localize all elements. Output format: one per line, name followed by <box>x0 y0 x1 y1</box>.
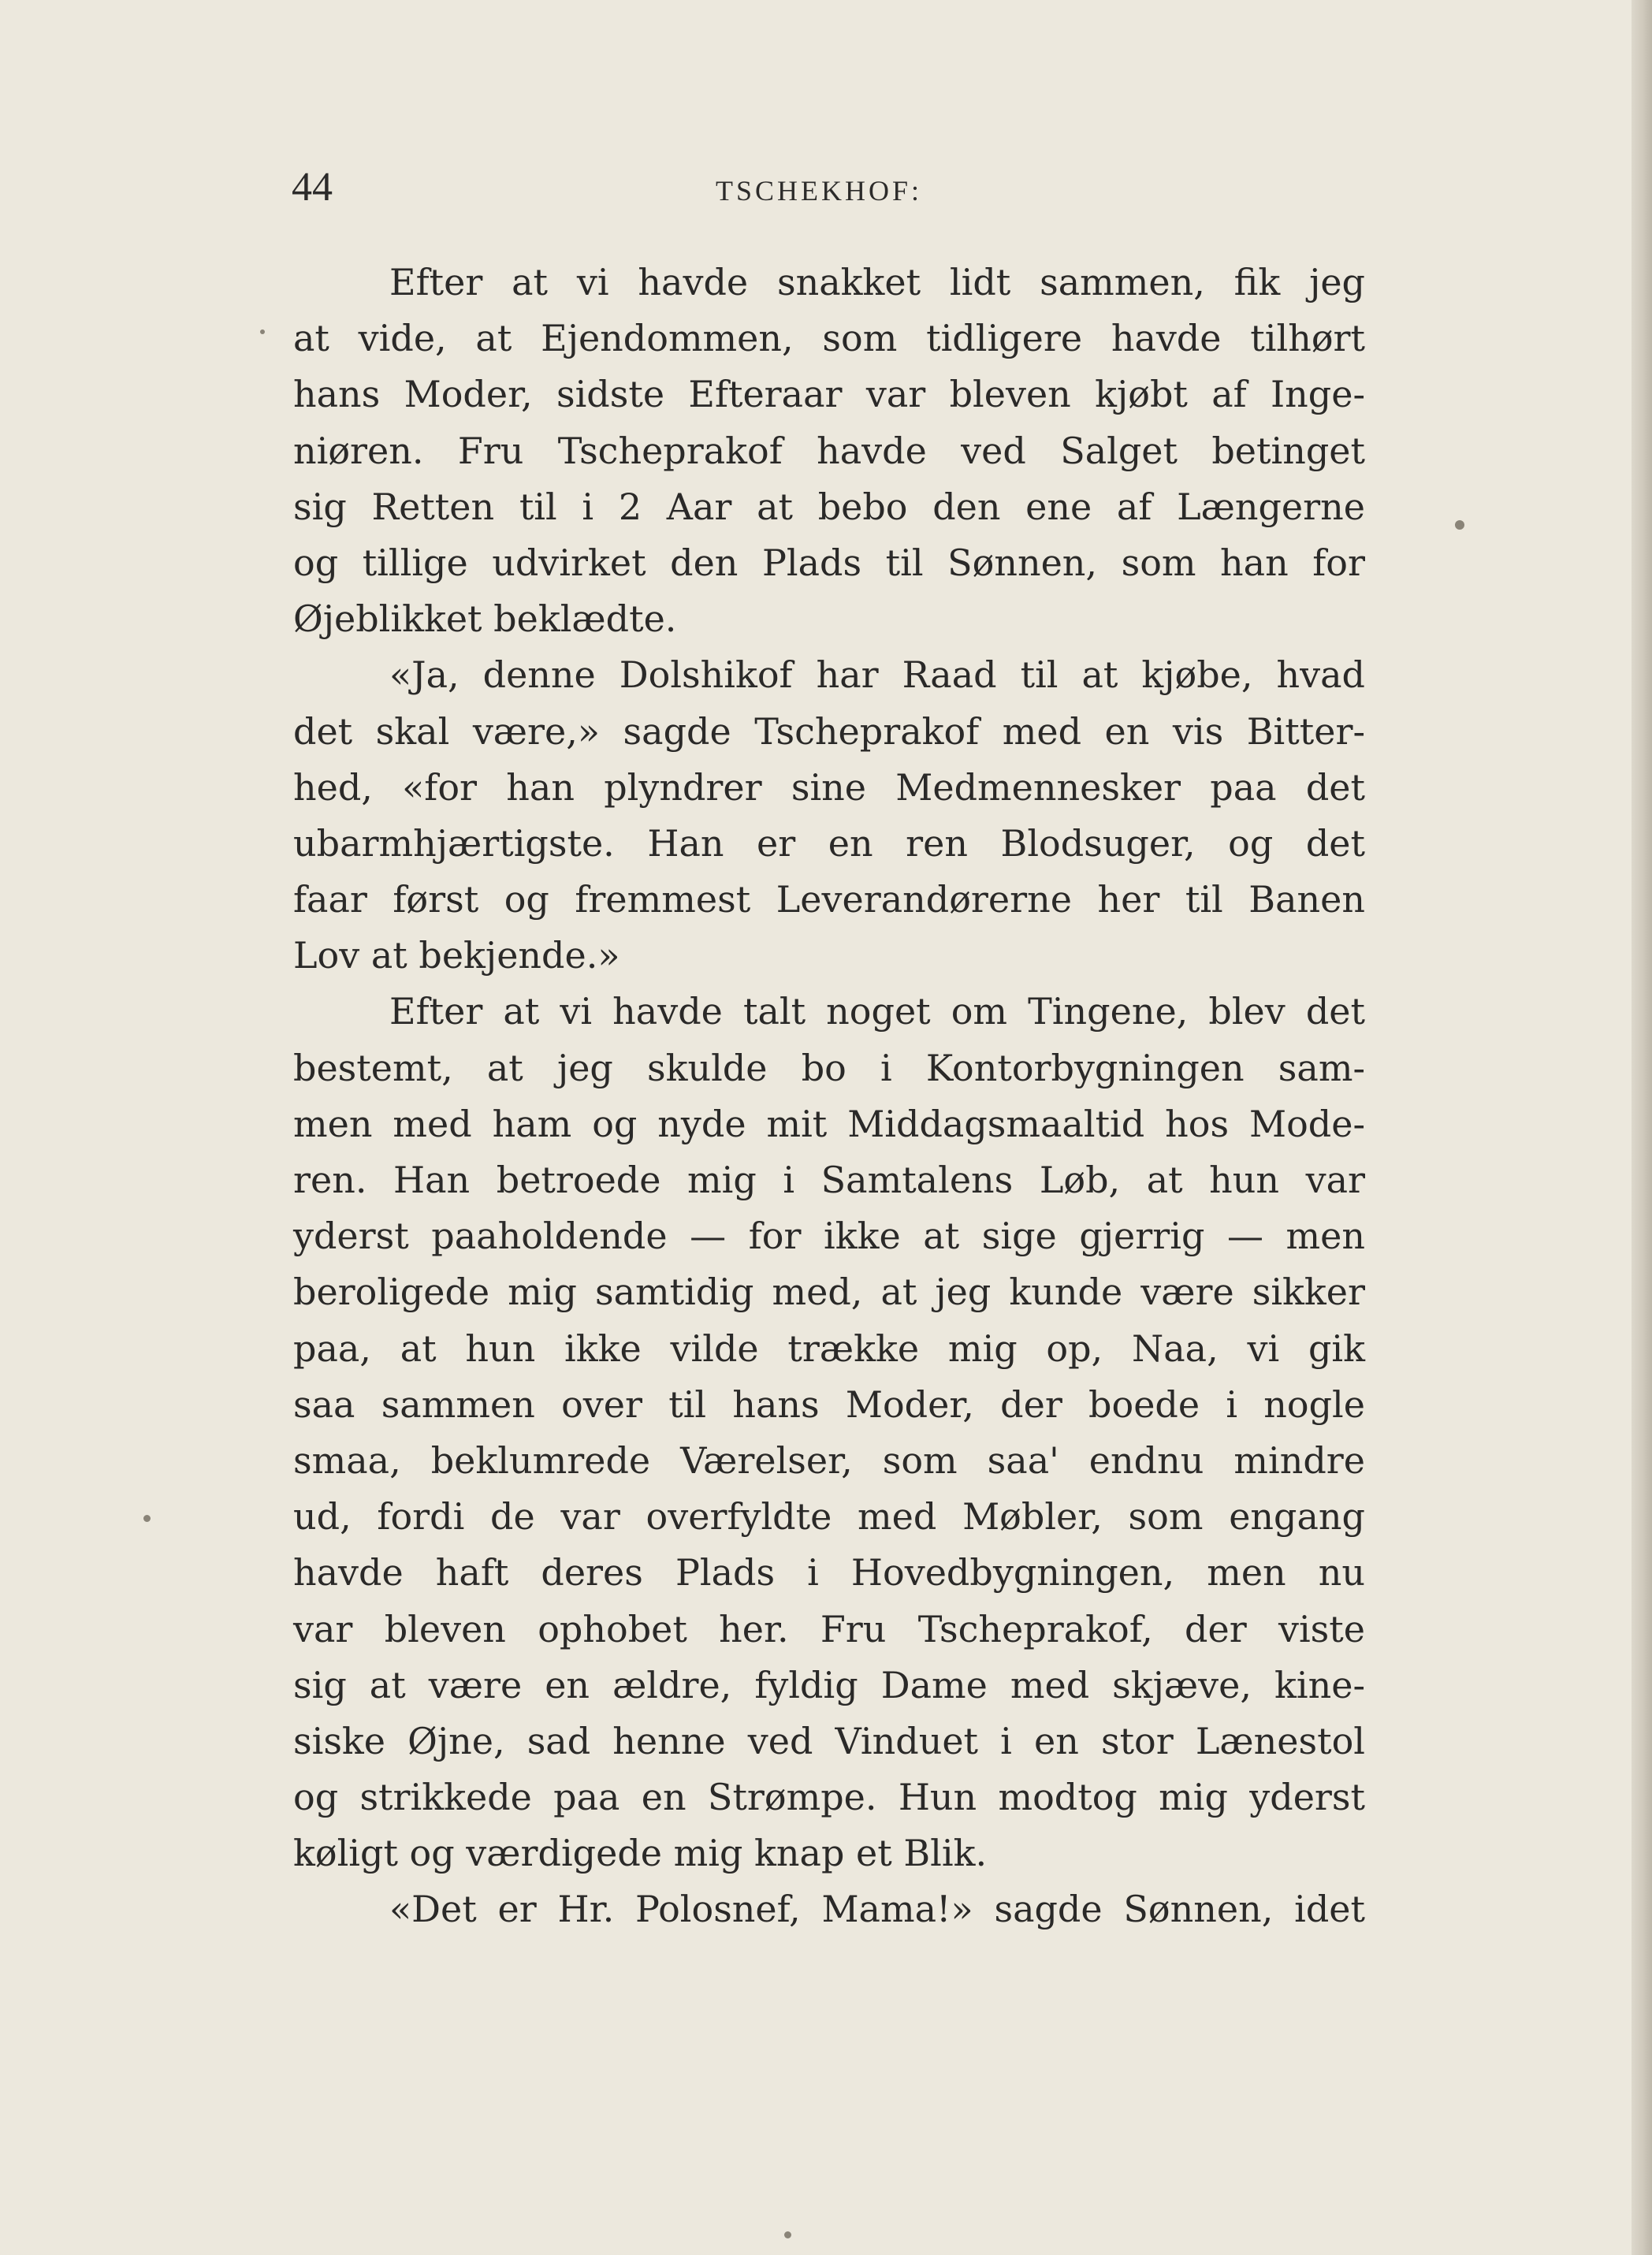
text-line: yderst paaholdende — for ikke at sige gjerrig — men <box>293 1215 1365 1258</box>
text-line: og strikkede paa en Strømpe. Hun modtog mig yderst <box>293 1776 1365 1819</box>
page-header <box>292 160 1364 215</box>
text-line: faar først og fremmest Leverandørerne her til Banen <box>293 878 1365 921</box>
paper-speck <box>784 2231 791 2238</box>
text-line: niøren. Fru Tscheprakof havde ved Salget betinget <box>293 429 1365 472</box>
text-line: bestemt, at jeg skulde bo i Kontorbygningen sam- <box>293 1046 1365 1089</box>
text-line: «Ja, denne Dolshikof har Raad til at kjøbe, hvad <box>389 653 1365 697</box>
text-line: ren. Han betroede mig i Samtalens Løb, at hun var <box>293 1159 1365 1201</box>
text-line: paa, at hun ikke vilde trække mig op, Naa, vi gik <box>293 1327 1365 1370</box>
text-line: sig Retten til i 2 Aar at bebo den ene af Længerne <box>293 485 1365 528</box>
text-line: at vide, at Ejendommen, som tidligere havde tilhørt <box>293 317 1365 360</box>
paper-speck <box>1455 520 1464 530</box>
text-line: køligt og værdigede mig knap et Blik. <box>293 1832 988 1875</box>
page-edge <box>1632 0 1652 2255</box>
text-line: Øjeblikket beklædte. <box>293 597 677 641</box>
text-line: ubarmhjærtigste. Han er en ren Blodsuger, og det <box>293 821 1365 865</box>
text-line: hans Moder, sidste Efteraar var bleven kjøbt af Inge- <box>293 373 1365 416</box>
text-line: sig at være en ældre, fyldig Dame med skjæve, kine- <box>293 1663 1365 1706</box>
text-line: Lov at bekjende.» <box>293 934 620 977</box>
text-line: hed, «for han plyndrer sine Medmennesker paa det <box>293 765 1365 809</box>
text-line: det skal være,» sagde Tscheprakof med en vis Bitter- <box>293 709 1365 753</box>
text-line: beroligede mig samtidig med, at jeg kunde være sikker <box>293 1271 1365 1314</box>
text-line: siske Øjne, sad henne ved Vinduet i en stor Lænestol <box>293 1719 1365 1762</box>
text-line: Efter at vi havde snakket lidt sammen, fik jeg <box>389 261 1365 303</box>
text-line: havde haft deres Plads i Hovedbygningen, men nu <box>293 1551 1365 1595</box>
running-head: TSCHEKHOF: <box>716 175 923 207</box>
text-line: ud, fordi de var overfyldte med Møbler, som engang <box>293 1495 1365 1539</box>
text-line: smaa, beklumrede Værelser, som saa' endnu mindre <box>293 1438 1365 1482</box>
body-text <box>293 255 1365 1938</box>
text-line: men med ham og nyde mit Middagsmaaltid hos Mode- <box>293 1102 1365 1145</box>
paper-speck <box>143 1515 151 1522</box>
page-number: 44 <box>292 165 333 210</box>
text-line: og tillige udvirket den Plads til Sønnen, som han for <box>293 541 1365 584</box>
paper-speck <box>260 329 265 334</box>
text-line: Efter at vi havde talt noget om Tingene, blev det <box>389 990 1365 1033</box>
text-line: «Det er Hr. Polosnef, Mama!» sagde Sønnen, idet <box>389 1888 1365 1931</box>
text-line: var bleven ophobet her. Fru Tscheprakof, der viste <box>293 1607 1365 1650</box>
text-line: saa sammen over til hans Moder, der boede i nogle <box>293 1382 1365 1426</box>
